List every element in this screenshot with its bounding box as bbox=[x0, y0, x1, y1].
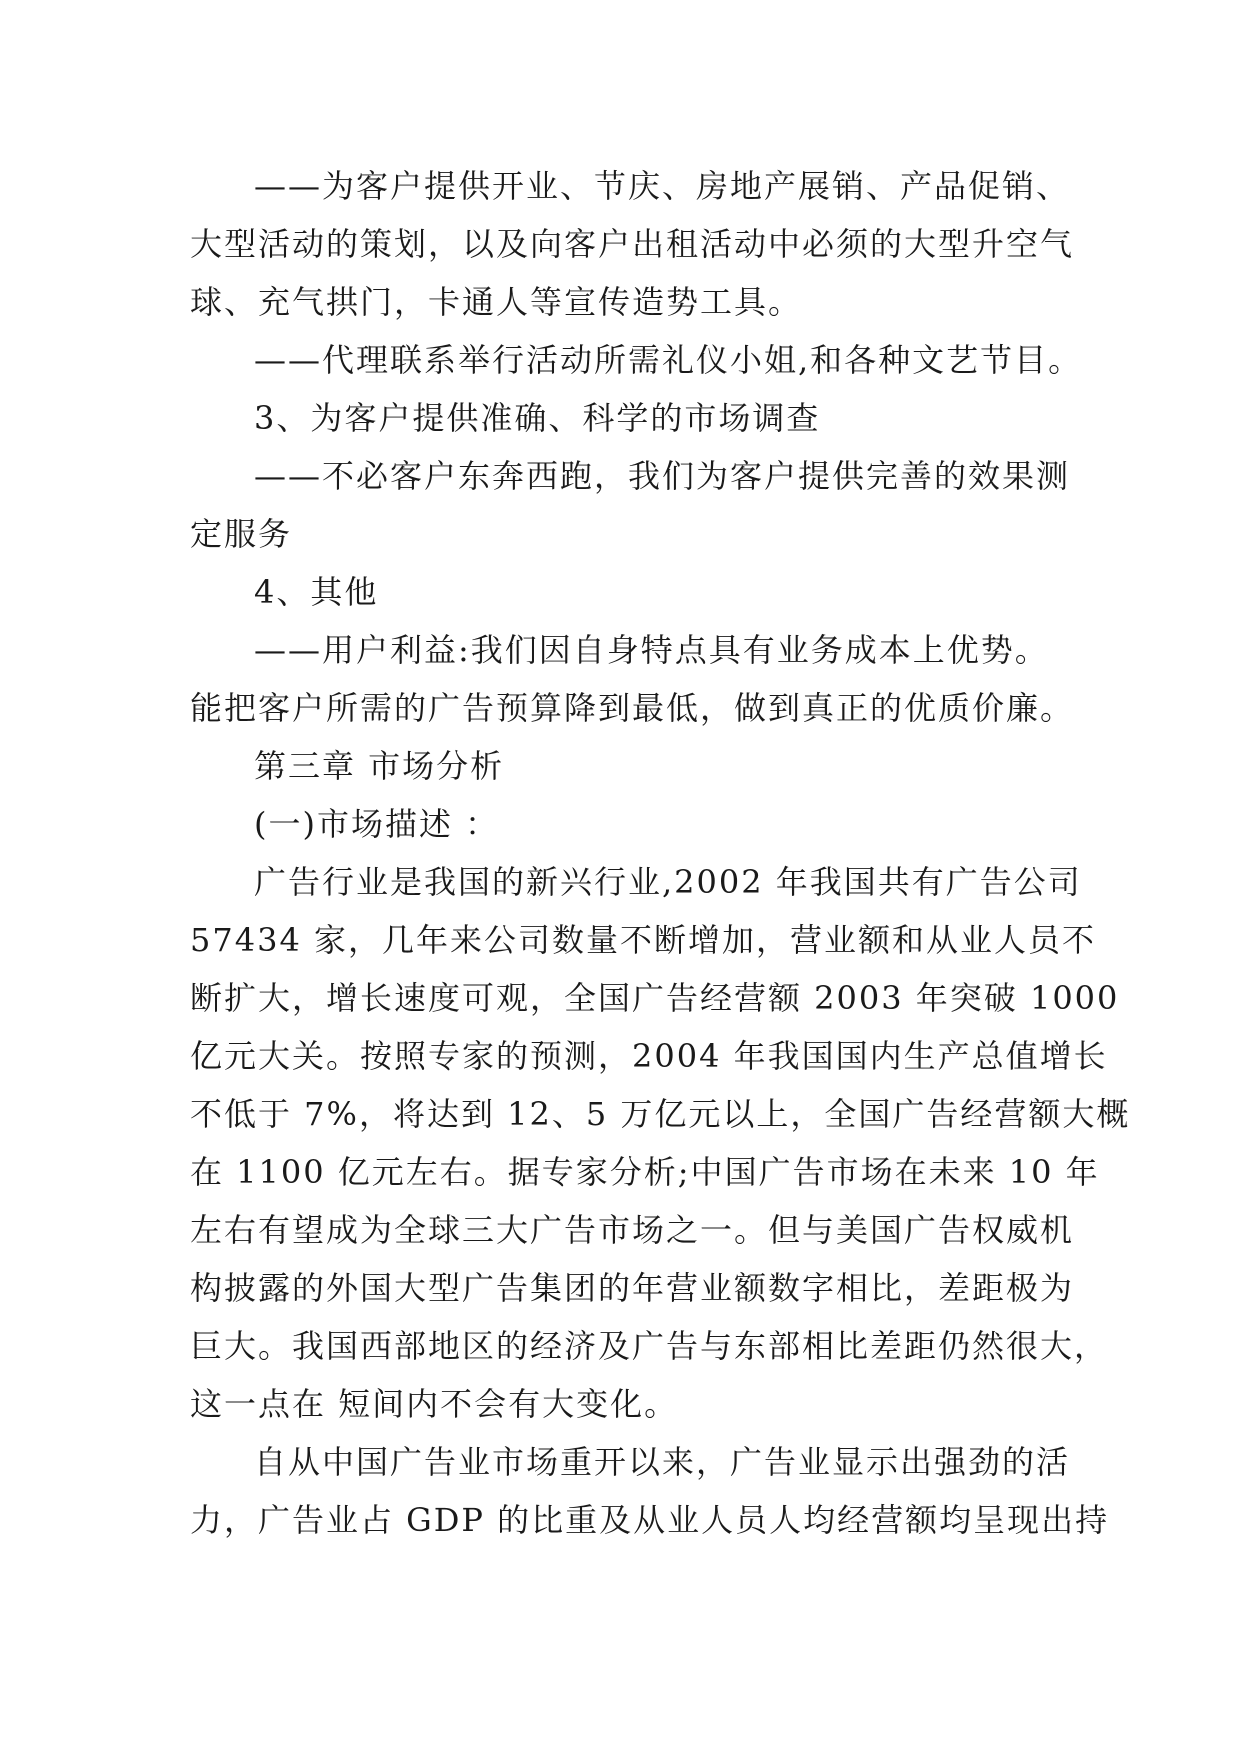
text-line: 亿元大关。按照专家的预测，2004 年我国国内生产总值增长 bbox=[190, 1037, 1108, 1075]
text-line: 大型活动的策划，以及向客户出租活动中必须的大型升空气 bbox=[190, 225, 1075, 263]
section-heading: 3、为客户提供准确、科学的市场调查 bbox=[254, 399, 821, 437]
text-line: 57434 家，几年来公司数量不断增加，营业额和从业人员不 bbox=[190, 921, 1096, 959]
text-line: 在 1100 亿元左右。据专家分析;中国广告市场在未来 10 年 bbox=[190, 1153, 1100, 1191]
text-line: 自从中国广告业市场重开以来，广告业显示出强劲的活 bbox=[254, 1443, 1071, 1481]
text-line: 这一点在 短间内不会有大变化。 bbox=[190, 1385, 679, 1423]
section-heading: 4、其他 bbox=[254, 573, 379, 611]
text-line: 球、充气拱门，卡通人等宣传造势工具。 bbox=[190, 283, 803, 321]
text-line: 巨大。我国西部地区的经济及广告与东部相比差距仍然很大， bbox=[190, 1327, 1109, 1365]
text-line: 能把客户所需的广告预算降到最低，做到真正的优质价廉。 bbox=[190, 689, 1075, 727]
text-line: 力，广告业占 GDP 的比重及从业人员人均经营额均呈现出持 bbox=[190, 1501, 1110, 1539]
text-line: ——代理联系举行活动所需礼仪小姐,和各种文艺节目。 bbox=[254, 341, 1083, 379]
text-line: 构披露的外国大型广告集团的年营业额数字相比，差距极为 bbox=[190, 1269, 1075, 1307]
text-line: ——不必客户东奔西跑，我们为客户提供完善的效果测 bbox=[254, 457, 1071, 495]
text-line: ——为客户提供开业、节庆、房地产展销、产品促销、 bbox=[254, 167, 1071, 205]
text-line: 断扩大，增长速度可观，全国广告经营额 2003 年突破 1000 bbox=[190, 979, 1120, 1017]
text-line: 定服务 bbox=[190, 515, 293, 553]
chapter-heading: 第三章 市场分析 bbox=[254, 747, 505, 785]
text-line: 不低于 7%，将达到 12、5 万亿元以上，全国广告经营额大概 bbox=[190, 1095, 1131, 1133]
text-line: 广告行业是我国的新兴行业,2002 年我国共有广告公司 bbox=[254, 863, 1082, 901]
text-line: 左右有望成为全球三大广告市场之一。但与美国广告权威机 bbox=[190, 1211, 1075, 1249]
subsection-heading: (一)市场描述 ： bbox=[254, 805, 500, 843]
text-line: ——用户利益:我们因自身特点具有业务成本上优势。 bbox=[254, 631, 1049, 669]
